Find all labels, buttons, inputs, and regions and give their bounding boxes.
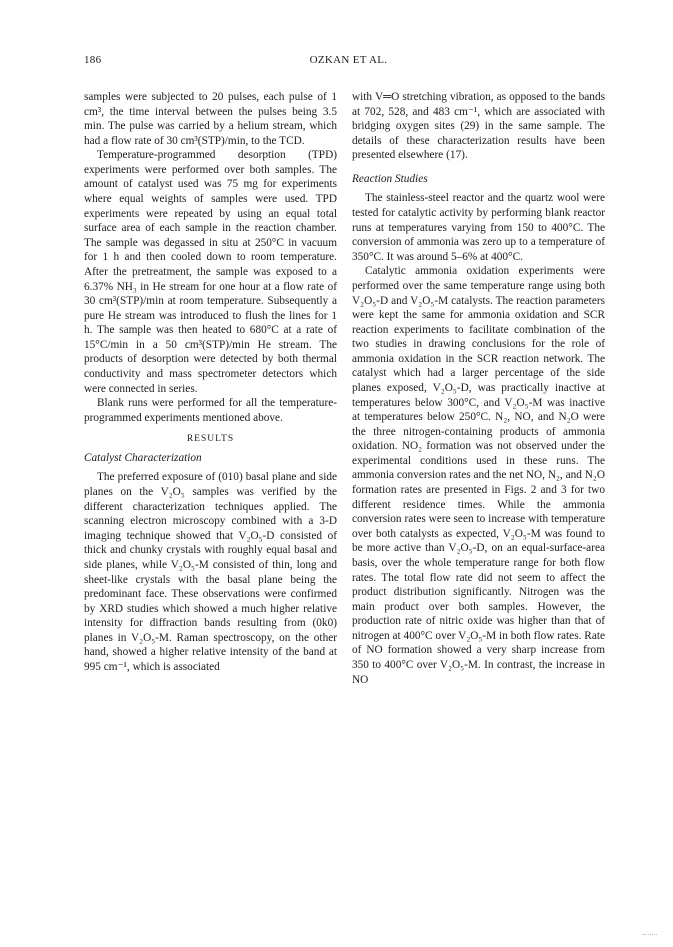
page-number: 186 xyxy=(84,54,102,66)
subsection-heading-catalyst: Catalyst Characterization xyxy=(84,451,202,464)
page-header xyxy=(84,54,613,70)
right-column xyxy=(352,90,605,687)
paragraph: The preferred exposure of (010) basal plane and side planes on the V₂O₅ samples was verified by the different characterization techniques applied. The scanning electron microscopy combined with a 3-D imaging technique showed that V₂O₅-D consisted of thick and chunky crystals with roughly equal basal and side planes, while V₂O₅-M consisted of thin, long and sheet-like crystals with the basal plane being the predominant face. These observations were confirmed by XRD studies which showed a much higher relative intensity for diffraction bands resulting from (0k0) planes in V₂O₅-M. Raman spectroscopy, on the other hand, showed a higher relative intensity of the band at 995 cm⁻¹, which is associated xyxy=(84,471,337,673)
left-column xyxy=(84,90,337,675)
running-head: OZKAN ET AL. xyxy=(309,54,388,66)
scan-mark xyxy=(643,934,657,936)
paragraph: samples were subjected to 20 pulses, each pulse of 1 cm³, the time interval between the pulses being 3.5 min. The pulse was carried by a helium stream, which had a flow rate of 30 cm³(STP)/min, to the TCD. xyxy=(84,91,337,147)
section-heading-results: RESULTS xyxy=(186,434,235,445)
paragraph: Catalytic ammonia oxidation experiments were performed over the same temperature range using both V₂O₅-D and V₂O₅-M catalysts. The reaction parameters were kept the same for ammonia oxidation and SCR reaction experiments to facilitate combination of the two studies in drawing conclusions for the role of ammonia oxidation in the SCR reaction network. The catalyst which had a larger percentage of the side planes exposed, V₂O₅-D, was practically inactive at temperatures below 300°C, and V₂O₅-M was inactive at temperatures below 250°C. N₂, NO, and N₂O were the three nitrogen-containing products of ammonia oxidation. NO₂ formation was not observed under the experimental conditions used in these runs. The ammonia conversion rates and the net NO, N₂, and N₂O formation rates are presented in Figs. 2 and 3 for two different residence times. While the ammonia conversion rates were seen to increase with temperature over both catalysts as expected, V₂O₅-M was found to be more active than V₂O₅-D, on an equal-surface-area basis, over the whole temperature range for both flow rates. The total flow rate did not seem to affect the product distribution significantly. Nitrogen was the main product over both samples. However, the production rate of nitric oxide was higher than that of nitrogen at 400°C over V₂O₅-M in both flow rates. Rate of NO formation showed a very sharp increase from 350 to 400°C over V₂O₅-M. In contrast, the increase in NO xyxy=(352,265,605,686)
paragraph: The stainless-steel reactor and the quartz wool were tested for catalytic activity by performing blank reactor runs at temperatures varying from 150 to 400°C. The conversion of ammonia was zero up to a temperature of 350°C. It was around 5–6% at 400°C. xyxy=(352,192,605,263)
paragraph: Temperature-programmed desorption (TPD) experiments were performed over both samples. The amount of catalyst used was 75 mg for experiments where equal weights of samples were used. TPD experiments were repeated by using an equal total surface area of each sample in the reaction chamber. The sample was degassed in situ at 250°C in vacuum for 1 h and then cooled down to room temperature. After the pretreatment, the sample was exposed to a 6.37% NH₃ in He stream for one hour at a flow rate of 30 cm³(STP)/min at room temperature. Subsequently a pure He stream was introduced to flush the lines for 1 h. The sample was then heated to 680°C at a rate of 15°C/min in a 50 cm³(STP)/min He stream. The products of desorption were detected by both thermal conductivity and mass spectrometer detectors which were connected in series. xyxy=(84,149,337,395)
subsection-heading-reaction: Reaction Studies xyxy=(352,172,428,185)
paragraph: with V═O stretching vibration, as opposed to the bands at 702, 528, and 483 cm⁻¹, which are associated with bridging oxygen sites (29) in the same sample. The details of these characterization results have been presented elsewhere (17). xyxy=(352,91,605,162)
paragraph: Blank runs were performed for all the temperature-programmed experiments mentioned above. xyxy=(84,397,337,424)
